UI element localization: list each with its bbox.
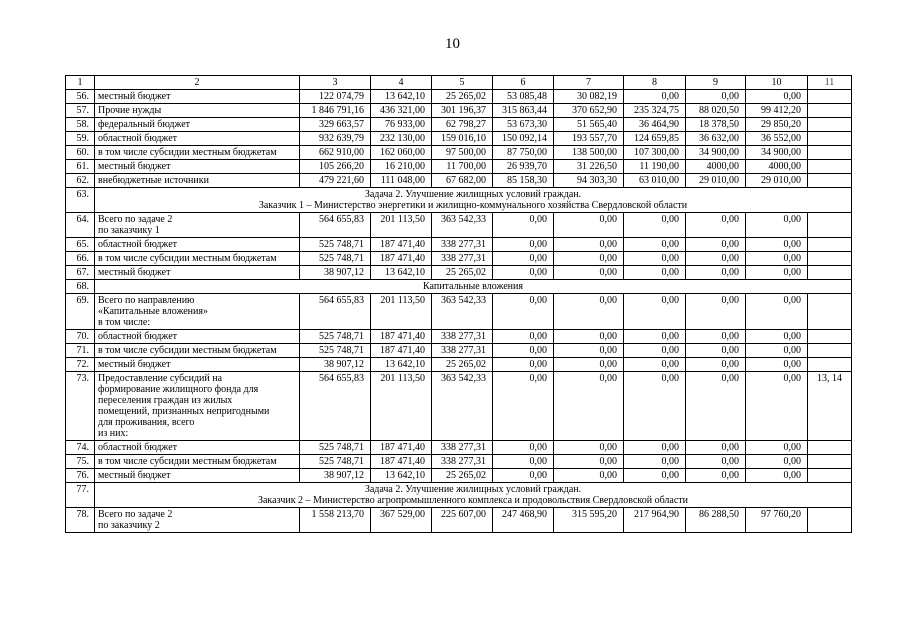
row-label-line: областной бюджет (98, 133, 178, 144)
value-cell: 235 324,75 (624, 104, 686, 118)
value-cell: 0,00 (493, 213, 554, 238)
value-cell: 31 226,50 (554, 160, 624, 174)
value-cell: 0,00 (493, 238, 554, 252)
reference-cell (808, 455, 852, 469)
value-cell: 29 010,00 (686, 174, 746, 188)
row-label (95, 90, 300, 104)
value-cell: 0,00 (554, 455, 624, 469)
value-cell: 0,00 (554, 330, 624, 344)
page-number: 10 (445, 36, 460, 52)
value-cell: 217 964,90 (624, 508, 686, 533)
value-cell: 0,00 (746, 455, 808, 469)
reference-cell (808, 213, 852, 238)
row-label-line: из них: (98, 428, 129, 439)
table-row (66, 213, 852, 238)
value-cell: 25 265,02 (432, 469, 493, 483)
value-cell: 0,00 (686, 294, 746, 330)
row-label (95, 160, 300, 174)
row-label (95, 132, 300, 146)
value-cell: 0,00 (554, 372, 624, 441)
value-cell: 0,00 (624, 358, 686, 372)
row-number: 64. (66, 213, 95, 238)
value-cell: 0,00 (746, 441, 808, 455)
value-cell: 34 900,00 (686, 146, 746, 160)
table-row (66, 455, 852, 469)
table-row (66, 90, 852, 104)
value-cell: 36 552,00 (746, 132, 808, 146)
value-cell: 0,00 (746, 90, 808, 104)
value-cell: 0,00 (493, 469, 554, 483)
value-cell: 0,00 (686, 441, 746, 455)
value-cell: 0,00 (746, 358, 808, 372)
header-cell: 8 (624, 76, 686, 90)
value-cell: 225 607,00 (432, 508, 493, 533)
section-title-cell (95, 188, 852, 213)
value-cell: 525 748,71 (300, 252, 371, 266)
value-cell: 0,00 (554, 238, 624, 252)
reference-cell (808, 358, 852, 372)
value-cell: 201 113,50 (371, 294, 432, 330)
row-number: 59. (66, 132, 95, 146)
value-cell: 150 092,14 (493, 132, 554, 146)
value-cell: 13 642,10 (371, 266, 432, 280)
value-cell: 193 557,70 (554, 132, 624, 146)
value-cell: 0,00 (554, 358, 624, 372)
header-cell: 2 (95, 76, 300, 90)
value-cell: 201 113,50 (371, 372, 432, 441)
table-row (66, 344, 852, 358)
row-label-line: местный бюджет (98, 359, 171, 370)
header-cell: 6 (493, 76, 554, 90)
value-cell: 232 130,00 (371, 132, 432, 146)
value-cell: 18 378,50 (686, 118, 746, 132)
value-cell: 97 500,00 (432, 146, 493, 160)
value-cell: 932 639,79 (300, 132, 371, 146)
row-label-line: Всего по задаче 2 (98, 509, 173, 520)
row-label (95, 146, 300, 160)
reference-cell (808, 441, 852, 455)
value-cell: 0,00 (624, 372, 686, 441)
row-label-line: Всего по задаче 2 (98, 214, 173, 225)
row-number: 71. (66, 344, 95, 358)
value-cell: 13 642,10 (371, 469, 432, 483)
value-cell: 36 632,00 (686, 132, 746, 146)
value-cell: 0,00 (686, 372, 746, 441)
row-label-line: помещений, признанных непригодными (98, 406, 270, 417)
row-label-line: местный бюджет (98, 91, 171, 102)
value-cell: 0,00 (493, 372, 554, 441)
value-cell: 11 190,00 (624, 160, 686, 174)
row-label-line: Предоставление субсидий на (98, 373, 223, 384)
value-cell: 0,00 (624, 441, 686, 455)
value-cell: 38 907,12 (300, 358, 371, 372)
table-row (66, 330, 852, 344)
table-row (66, 104, 852, 118)
reference-cell (808, 160, 852, 174)
value-cell: 0,00 (686, 252, 746, 266)
value-cell: 36 464,90 (624, 118, 686, 132)
value-cell: 62 798,27 (432, 118, 493, 132)
value-cell: 525 748,71 (300, 441, 371, 455)
value-cell: 0,00 (746, 330, 808, 344)
header-cell: 10 (746, 76, 808, 90)
value-cell: 363 542,33 (432, 294, 493, 330)
row-label-line: местный бюджет (98, 267, 171, 278)
table-row (66, 372, 852, 441)
section-title-line: Заказчик 1 – Министерство энергетики и жилищно-коммунального хозяйства Свердловской области (258, 200, 688, 211)
value-cell: 187 471,40 (371, 441, 432, 455)
table-row (66, 266, 852, 280)
reference-cell (808, 266, 852, 280)
value-cell: 51 565,40 (554, 118, 624, 132)
row-number: 75. (66, 455, 95, 469)
table-row (66, 358, 852, 372)
value-cell: 0,00 (746, 344, 808, 358)
row-label-line: формирование жилищного фонда для (98, 384, 259, 395)
value-cell: 0,00 (624, 213, 686, 238)
value-cell: 97 760,20 (746, 508, 808, 533)
row-label-line: «Капитальные вложения» (98, 306, 208, 317)
value-cell: 16 210,00 (371, 160, 432, 174)
value-cell: 13 642,10 (371, 358, 432, 372)
header-cell: 7 (554, 76, 624, 90)
value-cell: 67 682,00 (432, 174, 493, 188)
row-number: 62. (66, 174, 95, 188)
section-title-line: Задача 2. Улучшение жилищных условий граждан. (364, 189, 582, 200)
row-label-line: для проживания, всего (98, 417, 195, 428)
row-label (95, 118, 300, 132)
row-label-line: внебюджетные источники (98, 175, 209, 186)
value-cell: 0,00 (624, 344, 686, 358)
value-cell: 315 863,44 (493, 104, 554, 118)
row-number: 72. (66, 358, 95, 372)
value-cell: 0,00 (624, 294, 686, 330)
row-label-line: Прочие нужды (98, 105, 162, 116)
value-cell: 11 700,00 (432, 160, 493, 174)
value-cell: 30 082,19 (554, 90, 624, 104)
row-label-line: местный бюджет (98, 161, 171, 172)
value-cell: 0,00 (624, 469, 686, 483)
value-cell: 1 846 791,16 (300, 104, 371, 118)
value-cell: 138 500,00 (554, 146, 624, 160)
table-row (66, 160, 852, 174)
value-cell: 0,00 (746, 238, 808, 252)
value-cell: 0,00 (493, 252, 554, 266)
row-label (95, 344, 300, 358)
header-cell: 5 (432, 76, 493, 90)
value-cell: 525 748,71 (300, 330, 371, 344)
value-cell: 0,00 (493, 344, 554, 358)
value-cell: 0,00 (554, 469, 624, 483)
value-cell: 0,00 (493, 441, 554, 455)
value-cell: 53 085,48 (493, 90, 554, 104)
row-number: 61. (66, 160, 95, 174)
row-label (95, 174, 300, 188)
value-cell: 187 471,40 (371, 238, 432, 252)
reference-cell (808, 118, 852, 132)
value-cell: 124 659,85 (624, 132, 686, 146)
row-number: 60. (66, 146, 95, 160)
table-body (66, 76, 852, 533)
row-label-line: в том числе субсидии местным бюджетам (98, 345, 277, 356)
value-cell: 0,00 (554, 252, 624, 266)
value-cell: 0,00 (624, 266, 686, 280)
value-cell: 329 663,57 (300, 118, 371, 132)
header-cell: 4 (371, 76, 432, 90)
header-cell: 3 (300, 76, 371, 90)
section-title-cell (95, 280, 852, 294)
header-cell: 1 (66, 76, 95, 90)
row-label-line: Всего по направлению (98, 295, 195, 306)
value-cell: 34 900,00 (746, 146, 808, 160)
table-row (66, 441, 852, 455)
row-label-line: в том числе субсидии местным бюджетам (98, 456, 277, 467)
section-title-line: Капитальные вложения (423, 281, 523, 292)
value-cell: 564 655,83 (300, 213, 371, 238)
value-cell: 367 529,00 (371, 508, 432, 533)
value-cell: 0,00 (686, 90, 746, 104)
row-number: 68. (66, 280, 95, 294)
value-cell: 94 303,30 (554, 174, 624, 188)
value-cell: 159 016,10 (432, 132, 493, 146)
reference-cell (808, 330, 852, 344)
value-cell: 370 652,90 (554, 104, 624, 118)
value-cell: 436 321,00 (371, 104, 432, 118)
budget-table (65, 75, 852, 533)
value-cell: 525 748,71 (300, 455, 371, 469)
table-row (66, 469, 852, 483)
value-cell: 0,00 (686, 266, 746, 280)
value-cell: 301 196,37 (432, 104, 493, 118)
row-label (95, 294, 300, 330)
value-cell: 0,00 (554, 213, 624, 238)
value-cell: 162 060,00 (371, 146, 432, 160)
value-cell: 25 265,02 (432, 90, 493, 104)
value-cell: 0,00 (746, 266, 808, 280)
value-cell: 107 300,00 (624, 146, 686, 160)
table-row (66, 146, 852, 160)
row-number: 63. (66, 188, 95, 213)
value-cell: 0,00 (686, 358, 746, 372)
value-cell: 0,00 (493, 294, 554, 330)
row-number: 77. (66, 483, 95, 508)
row-label (95, 266, 300, 280)
row-label (95, 508, 300, 533)
value-cell: 201 113,50 (371, 213, 432, 238)
value-cell: 76 933,00 (371, 118, 432, 132)
row-number: 76. (66, 469, 95, 483)
value-cell: 187 471,40 (371, 252, 432, 266)
value-cell: 338 277,31 (432, 344, 493, 358)
row-label-line: в том числе: (98, 317, 151, 328)
value-cell: 88 020,50 (686, 104, 746, 118)
section-row (66, 483, 852, 508)
value-cell: 1 558 213,70 (300, 508, 371, 533)
reference-cell (808, 508, 852, 533)
row-number: 69. (66, 294, 95, 330)
reference-cell (808, 238, 852, 252)
value-cell: 63 010,00 (624, 174, 686, 188)
value-cell: 662 910,00 (300, 146, 371, 160)
row-label (95, 330, 300, 344)
value-cell: 0,00 (493, 330, 554, 344)
value-cell: 187 471,40 (371, 330, 432, 344)
table-row (66, 294, 852, 330)
row-label (95, 372, 300, 441)
row-label (95, 358, 300, 372)
value-cell: 0,00 (624, 238, 686, 252)
value-cell: 38 907,12 (300, 469, 371, 483)
value-cell: 29 010,00 (746, 174, 808, 188)
value-cell: 0,00 (746, 252, 808, 266)
section-row (66, 280, 852, 294)
row-label-line: областной бюджет (98, 239, 178, 250)
reference-cell: 13, 14 (808, 372, 852, 441)
row-number: 74. (66, 441, 95, 455)
value-cell: 0,00 (554, 294, 624, 330)
value-cell: 247 468,90 (493, 508, 554, 533)
header-cell: 9 (686, 76, 746, 90)
row-number: 58. (66, 118, 95, 132)
value-cell: 564 655,83 (300, 294, 371, 330)
value-cell: 0,00 (746, 213, 808, 238)
header-cell: 11 (808, 76, 852, 90)
value-cell: 99 412,20 (746, 104, 808, 118)
row-number: 78. (66, 508, 95, 533)
row-label (95, 213, 300, 238)
value-cell: 187 471,40 (371, 344, 432, 358)
row-label-line: в том числе субсидии местным бюджетам (98, 147, 277, 158)
value-cell: 315 595,20 (554, 508, 624, 533)
value-cell: 105 266,20 (300, 160, 371, 174)
reference-cell (808, 132, 852, 146)
value-cell: 338 277,31 (432, 252, 493, 266)
value-cell: 0,00 (493, 455, 554, 469)
row-label-line: по заказчику 1 (98, 225, 160, 236)
value-cell: 26 939,70 (493, 160, 554, 174)
value-cell: 0,00 (686, 330, 746, 344)
value-cell: 0,00 (624, 90, 686, 104)
row-label (95, 104, 300, 118)
section-title-line: Задача 2. Улучшение жилищных условий граждан. (364, 484, 582, 495)
row-label-line: федеральный бюджет (98, 119, 191, 130)
value-cell: 0,00 (554, 266, 624, 280)
value-cell: 0,00 (746, 294, 808, 330)
section-row (66, 188, 852, 213)
row-label-line: областной бюджет (98, 442, 178, 453)
value-cell: 4000,00 (746, 160, 808, 174)
value-cell: 338 277,31 (432, 441, 493, 455)
value-cell: 38 907,12 (300, 266, 371, 280)
row-label (95, 469, 300, 483)
row-label-line: по заказчику 2 (98, 520, 160, 531)
value-cell: 0,00 (493, 266, 554, 280)
value-cell: 363 542,33 (432, 372, 493, 441)
value-cell: 479 221,60 (300, 174, 371, 188)
value-cell: 0,00 (686, 469, 746, 483)
table-row (66, 174, 852, 188)
value-cell: 363 542,33 (432, 213, 493, 238)
value-cell: 122 074,79 (300, 90, 371, 104)
value-cell: 0,00 (554, 441, 624, 455)
section-title-cell (95, 483, 852, 508)
row-label-line: областной бюджет (98, 331, 178, 342)
value-cell: 0,00 (686, 344, 746, 358)
value-cell: 525 748,71 (300, 344, 371, 358)
table-row (66, 238, 852, 252)
value-cell: 0,00 (493, 358, 554, 372)
row-label (95, 455, 300, 469)
value-cell: 0,00 (624, 455, 686, 469)
table-row (66, 132, 852, 146)
reference-cell (808, 104, 852, 118)
value-cell: 87 750,00 (493, 146, 554, 160)
row-number: 57. (66, 104, 95, 118)
value-cell: 564 655,83 (300, 372, 371, 441)
value-cell: 0,00 (624, 330, 686, 344)
row-label-line: местный бюджет (98, 470, 171, 481)
value-cell: 0,00 (624, 252, 686, 266)
value-cell: 0,00 (746, 469, 808, 483)
row-number: 73. (66, 372, 95, 441)
row-label-line: переселения граждан из жилых (98, 395, 233, 406)
row-number: 56. (66, 90, 95, 104)
value-cell: 0,00 (686, 213, 746, 238)
value-cell: 525 748,71 (300, 238, 371, 252)
reference-cell (808, 469, 852, 483)
table-row (66, 252, 852, 266)
row-label (95, 441, 300, 455)
value-cell: 0,00 (746, 372, 808, 441)
value-cell: 25 265,02 (432, 358, 493, 372)
row-number: 66. (66, 252, 95, 266)
reference-cell (808, 174, 852, 188)
value-cell: 86 288,50 (686, 508, 746, 533)
row-number: 67. (66, 266, 95, 280)
value-cell: 0,00 (686, 455, 746, 469)
row-number: 70. (66, 330, 95, 344)
row-label (95, 252, 300, 266)
row-number: 65. (66, 238, 95, 252)
value-cell: 85 158,30 (493, 174, 554, 188)
value-cell: 338 277,31 (432, 330, 493, 344)
value-cell: 187 471,40 (371, 455, 432, 469)
value-cell: 4000,00 (686, 160, 746, 174)
table-row (66, 118, 852, 132)
reference-cell (808, 344, 852, 358)
value-cell: 13 642,10 (371, 90, 432, 104)
section-title-line: Заказчик 2 – Министерство агропромышленного комплекса и продовольствия Свердловской области (257, 495, 689, 506)
value-cell: 0,00 (554, 344, 624, 358)
value-cell: 111 048,00 (371, 174, 432, 188)
value-cell: 29 850,20 (746, 118, 808, 132)
reference-cell (808, 252, 852, 266)
value-cell: 0,00 (686, 238, 746, 252)
value-cell: 338 277,31 (432, 238, 493, 252)
table-row (66, 508, 852, 533)
row-label-line: в том числе субсидии местным бюджетам (98, 253, 277, 264)
value-cell: 338 277,31 (432, 455, 493, 469)
value-cell: 53 673,30 (493, 118, 554, 132)
value-cell: 25 265,02 (432, 266, 493, 280)
reference-cell (808, 90, 852, 104)
header-row (66, 76, 852, 90)
reference-cell (808, 146, 852, 160)
row-label (95, 238, 300, 252)
reference-cell (808, 294, 852, 330)
